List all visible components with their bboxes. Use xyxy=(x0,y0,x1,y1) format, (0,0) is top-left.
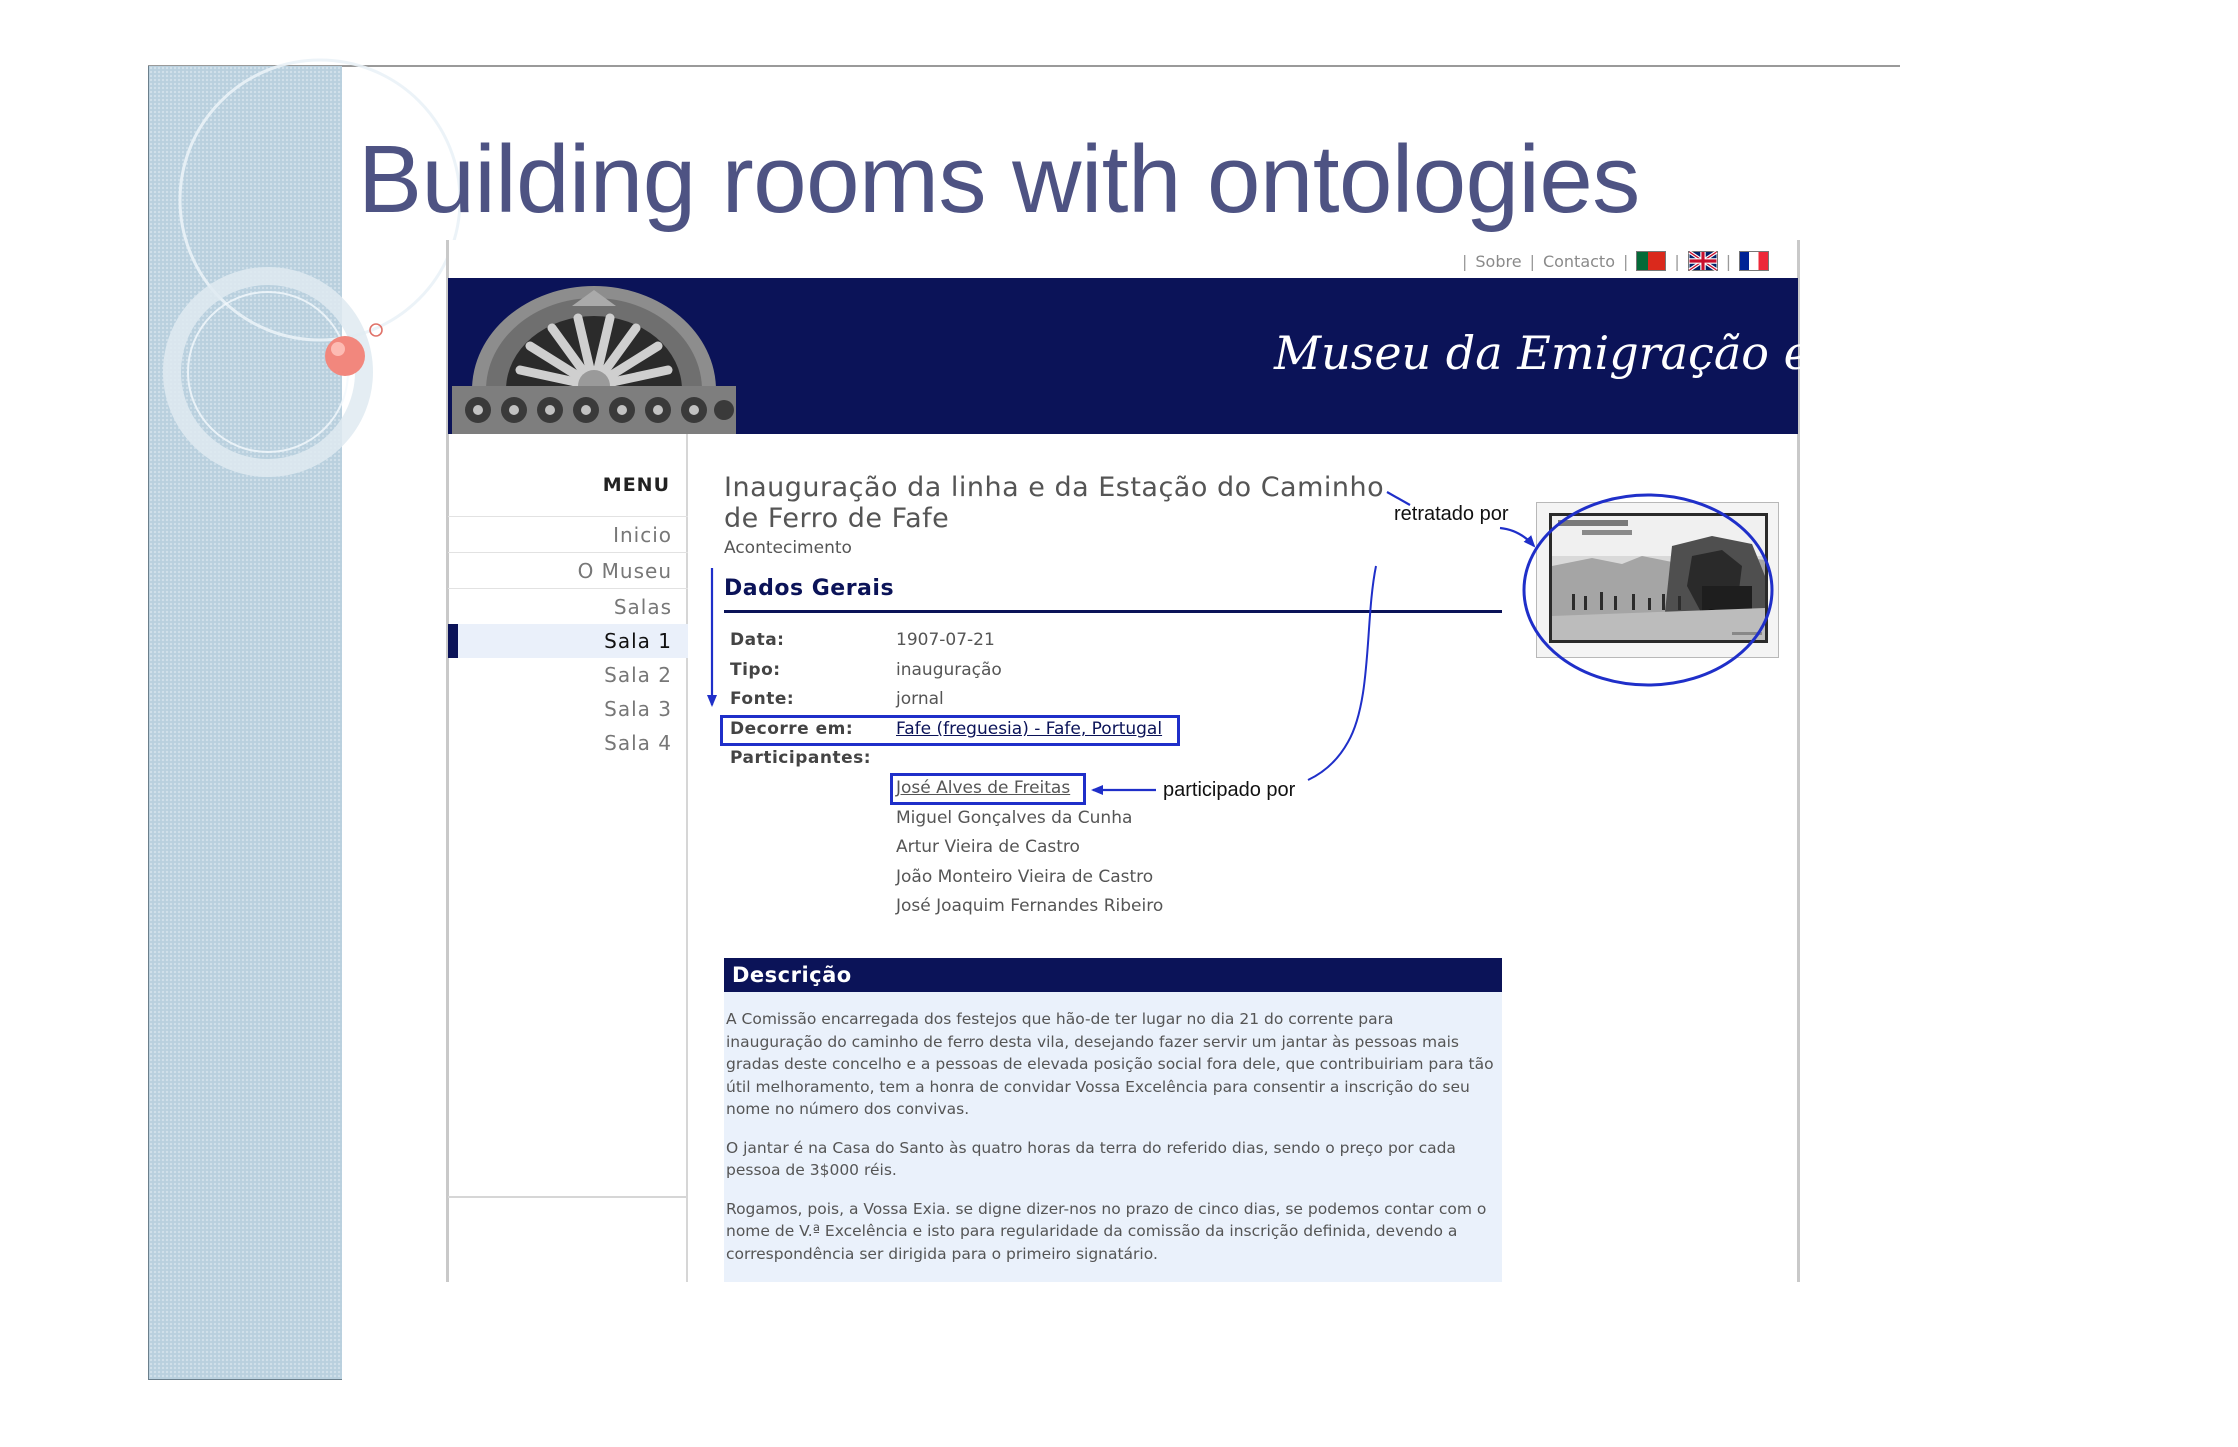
event-photo-frame xyxy=(1536,502,1779,658)
general-data-rule xyxy=(724,610,1502,613)
side-menu xyxy=(448,434,688,1282)
field-label-decorre-em: Decorre em: xyxy=(730,719,854,739)
top-link-separator: | xyxy=(1623,251,1629,271)
train-station-photo xyxy=(1552,516,1765,640)
museum-title: Museu da Emigração e das Comunidades xyxy=(1274,326,2238,380)
menu-item-salas[interactable]: Salas xyxy=(448,588,688,624)
participant-3: Artur Vieira de Castro xyxy=(896,837,1080,857)
menu-item-o-museu[interactable]: O Museu xyxy=(448,552,688,588)
museum-arch-logo[interactable] xyxy=(452,278,736,434)
menu-divider xyxy=(448,1196,688,1198)
site-banner xyxy=(448,278,2238,434)
top-link-sobre[interactable]: Sobre xyxy=(1475,251,1522,271)
field-label-participantes: Participantes: xyxy=(730,748,872,768)
description-body xyxy=(724,992,1502,1282)
top-link-separator: | xyxy=(1725,251,1732,271)
description-paragraph: Rogamos, pois, a Vossa Exia. se digne dizer-nos no prazo de cinco dias, se podemos contar com o nome de V.ª Excelência e isto para regularidade da comissão da inscrição definida, devendo a correspondência ser dirigida para o primeiro signatário. xyxy=(726,1199,1487,1263)
annotation-participado-por: participado por xyxy=(1163,779,1296,801)
description-heading: Descrição xyxy=(724,958,1502,992)
event-title: Inauguração da linha e da Estação do Caminho de Ferro de Fafe xyxy=(724,472,1385,534)
participant-4: João Monteiro Vieira de Castro xyxy=(896,867,1154,887)
annotation-retratado-por: retratado por xyxy=(1394,503,1509,525)
top-link-separator: | xyxy=(1529,251,1535,271)
description-paragraph: A Comissão encarregada dos festejos que hão-de ter lugar no dia 21 do corrente para inauguração do caminho de ferro desta vila, desejando fazer servir um jantar às pessoas mais gradas deste concelho e a pessoas de elevada posição social fora dele, que contribuiriam para tão útil melhoramento, tem a honra de convidar Vossa Excelência para consentir a inscrição do seu nome no número dos convivas. xyxy=(726,1010,1494,1118)
location-highlight-box xyxy=(720,715,1180,746)
field-label-data: Data: xyxy=(730,630,785,650)
participant-link-1[interactable]: José Alves de Freitas xyxy=(896,778,1071,798)
top-link-separator: | xyxy=(1462,251,1468,271)
menu-item-inicio[interactable]: Inicio xyxy=(448,516,688,552)
participant-highlight-box xyxy=(890,773,1086,805)
field-value-tipo: inauguração xyxy=(896,660,1002,680)
menu-list xyxy=(448,516,688,760)
event-type: Acontecimento xyxy=(724,538,852,558)
field-label-tipo: Tipo: xyxy=(730,660,781,680)
top-links-bar xyxy=(1462,248,1769,274)
participant-5: José Joaquim Fernandes Ribeiro xyxy=(896,896,1164,916)
field-value-data: 1907-07-21 xyxy=(896,630,995,650)
location-link[interactable]: Fafe (freguesia) - Fafe, Portugal xyxy=(896,719,1163,739)
menu-title: MENU xyxy=(602,474,670,496)
slide-decorative-band xyxy=(148,66,342,1380)
menu-item-sala-2[interactable]: Sala 2 xyxy=(604,663,672,687)
top-link-separator: | xyxy=(1674,251,1680,271)
top-link-contacto[interactable]: Contacto xyxy=(1542,251,1615,271)
field-label-fonte: Fonte: xyxy=(730,689,795,709)
participant-2: Miguel Gonçalves da Cunha xyxy=(896,808,1133,828)
france-flag-icon[interactable] xyxy=(1739,251,1769,271)
general-data-heading: Dados Gerais xyxy=(724,576,895,601)
small-ring xyxy=(370,324,382,336)
menu-item-sala-4[interactable]: Sala 4 xyxy=(604,731,672,755)
description-paragraph: O jantar é na Casa do Santo às quatro horas da terra do referido dias, sendo o preço por cada pessoa de 3$000 réis. xyxy=(726,1138,1456,1179)
slide-top-rule xyxy=(148,65,1900,67)
menu-item-sala-3[interactable]: Sala 3 xyxy=(604,697,672,721)
uk-flag-icon[interactable] xyxy=(1688,251,1718,271)
menu-item-sala-1[interactable]: Sala 1 xyxy=(448,624,688,658)
event-photo[interactable] xyxy=(1549,513,1768,643)
portugal-flag-icon[interactable] xyxy=(1636,251,1666,271)
field-value-fonte: jornal xyxy=(896,689,944,709)
slide-title: Building rooms with ontologies xyxy=(358,126,1640,233)
